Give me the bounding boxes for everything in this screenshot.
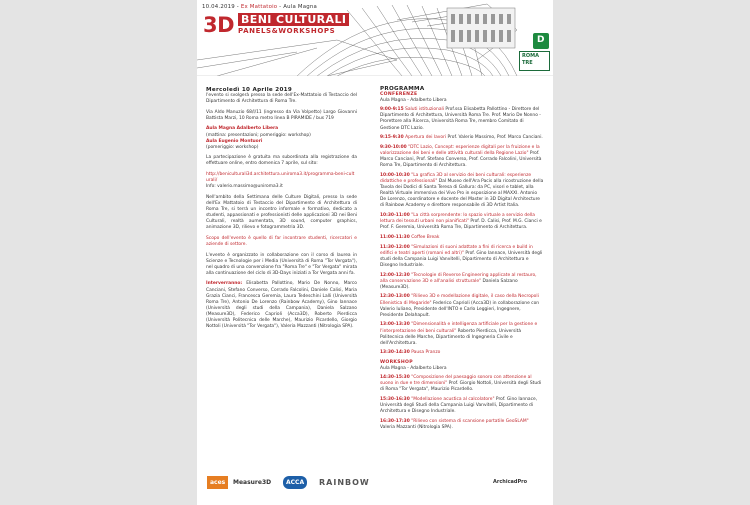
banner-subtitle: PANELS&WORKSHOPS bbox=[238, 27, 336, 35]
sponsor-logo-acca: ACCA bbox=[283, 476, 307, 489]
program-title: "Rilievo con sistema di scansione portatile GeoSLAM" bbox=[411, 419, 529, 425]
program-item bbox=[380, 397, 544, 415]
program-description: Prof. Gino Iannace, Università degli studi della Campania Luigi Vanvitelli, Dipartimento di Architettura e Disegno Industriale. bbox=[380, 250, 543, 268]
registration-link[interactable]: http://beniculturali3d.architettura.uniroma3.it/programma-beni-culturali/ bbox=[206, 172, 355, 184]
banner-room: Aula Magna bbox=[283, 4, 317, 10]
program-description: Dal Museo dell'Ara Pacis alla ricostruzione della Tavola dei Dodici di Santa Teresa di Gallura: da PC, visori e tablet, alla Realtà Virtuale immersiva dei Vivo Pro in esposizione al MAXXI. Antonio De Lorenzo, coordinatore e docente del Master in 3D Digital Architecture di Rainbow Academy e direttore responsabile di 3D Artist Italia. bbox=[380, 179, 544, 209]
sponsor-logo-aces: aces bbox=[207, 476, 228, 489]
aula-magna-desc: (mattina: presentazioni; pomeriggio: workshop) bbox=[206, 132, 311, 138]
program-time: 13:30-14:30 bbox=[380, 350, 410, 356]
sponsor-logo-archicad: ArchicadPro bbox=[493, 479, 528, 485]
banner-title: BENI CULTURALI bbox=[238, 13, 349, 26]
workshop-room: Aula Magna - Adalberto Libera bbox=[380, 366, 447, 372]
program-description: Prof. Gino Iannace, Università degli Studi della Campania Luigi Vanvitelli, Dipartimento di Architettura e Disegno Industriale. bbox=[380, 397, 538, 415]
program-title: Apertura dei lavori bbox=[405, 135, 447, 141]
info-email[interactable]: Info: valerio.massimo@uniroma3.it bbox=[206, 184, 283, 190]
scopo-text: Scopo dell'evento è quello di far incontrare studenti, ricercatori e aziende di settore. bbox=[206, 235, 357, 247]
program-item bbox=[380, 213, 544, 231]
program-item bbox=[380, 145, 544, 169]
intro-text: l'evento si svolgerà presso la sede dell'Ex-Mattatoio di Testaccio del Dipartimento di Architettura di Roma Tre. bbox=[206, 93, 357, 105]
programma-heading: PROGRAMMA bbox=[380, 86, 425, 92]
program-description: Prof. D. Calisi, Prof. M.G. Cianci e Prof. F. Geremia, Università Roma Tre, Dipartimento di Architettura. bbox=[380, 219, 542, 231]
program-time: 13:00-13:30 bbox=[380, 322, 410, 328]
program-item bbox=[380, 245, 544, 269]
conferenze-heading: CONFERENZE bbox=[380, 92, 418, 98]
program-item bbox=[380, 350, 544, 356]
program-item bbox=[380, 322, 544, 346]
banner-venue: Ex Mattatoio bbox=[240, 4, 278, 10]
banner-3d: 3D bbox=[203, 13, 235, 37]
department-logo-letter: D bbox=[537, 35, 545, 45]
program-item bbox=[380, 107, 544, 131]
conference-list bbox=[380, 107, 544, 356]
program-time: 16:30-17:30 bbox=[380, 419, 410, 425]
program-title: Pausa Pranzo bbox=[411, 350, 441, 356]
program-description: Roberto Pierdicca, Università Politecnica delle Marche, Dipartimento di Ingegneria Civile e dell'Architettura. bbox=[380, 328, 522, 346]
program-description: Valeria Mazzanti (Nitrologia SPA). bbox=[380, 425, 453, 431]
program-item bbox=[380, 173, 544, 210]
settimana-text: Nell'ambito della Settimana delle Culture Digitali, presso la sede dell'Ex Mattatoio di Testaccio del Dipartimento di Architettura di Roma Tre, si terrà un incontro informale e formativo, dedicato a studenti, appassionati e professionisti delle applicazioni 3D nei Beni Culturali, realtà aumentata, 3D sound, computer graphics, animazione 3D, rilievo e fotogrammetria 3D. bbox=[206, 194, 357, 231]
program-time: 15:30-16:30 bbox=[380, 397, 410, 403]
program-item bbox=[380, 419, 544, 431]
sponsor-logo-rainbow: RAINBOW bbox=[319, 478, 370, 487]
roma-tre-logo-line1: ROMA bbox=[522, 53, 539, 59]
workshop-list bbox=[380, 375, 544, 431]
program-item bbox=[380, 273, 544, 291]
program-time: 11:30-12:00 bbox=[380, 244, 410, 250]
roma-tre-logo-line2: TRE bbox=[522, 60, 533, 66]
program-time: 12:30-13:00 bbox=[380, 294, 410, 300]
program-title: "Modellazione acustica al calcolatore" bbox=[411, 397, 495, 403]
aula-magna-label: Aula Magna Adalberto Libera bbox=[206, 126, 279, 132]
program-time: 10:30-11:00 bbox=[380, 213, 410, 219]
program-title: "La città sorprendente: lo spazio virtuale a servizio della lettura dei tessuti urbani non pianificati" bbox=[380, 213, 535, 225]
aula-montuori-label: Aula Eugenio Montuori bbox=[206, 138, 263, 144]
program-time: 9:00-9:15 bbox=[380, 107, 404, 113]
workshop-heading: WORKSHOP bbox=[380, 360, 413, 366]
program-time: 12:00-12:30 bbox=[380, 272, 410, 278]
program-time: 10:00-10:30 bbox=[380, 172, 410, 178]
program-title: "La grafica 3D al servizio dei beni culturali: esperienze didattiche e professionali" bbox=[380, 172, 532, 184]
speakers-label: Interverranno: bbox=[206, 281, 243, 287]
header-banner bbox=[197, 0, 553, 76]
banner-date: 10.04.2019 bbox=[202, 4, 235, 10]
program-time: 11:00-11:30 bbox=[380, 234, 410, 240]
program-description: Prof. Marco Canciani, Prof. Stefano Converso, Prof. Corrado Falcolini, Università Roma Tre, Dipartimento di Architettura. bbox=[380, 151, 542, 169]
program-description: Federico Caprioli (Acca3D) in collaborazione con Valerio Iuliano, Presidente dell'INTO e Carlo Leggieri, Ingegnere, Presidente Delahapult. bbox=[380, 300, 540, 318]
program-title: "DTC Lazio, Concept: esperienze digitali per la fruizione e la valorizzazione dei beni e delle attività culturali della Regione Lazio" bbox=[380, 144, 540, 157]
program-description: Prof.ssa Elisabetta Pallottino - Direttore del Dipartimento di Architettura, Università Roma Tre. Prof. Mario De Nonno - Prorettore alla Ricerca, Università Roma Tre, membro Comitato di Gestione DTC Lazio. bbox=[380, 107, 541, 131]
address-text: Via Aldo Manuzio 68/l/11 (ingresso da Via Volpetto) Largo Giovanni Battista Marzi, 10 Roma metro linea B PIRAMIDE / bus 719 bbox=[206, 109, 357, 121]
program-title: Coffee Break bbox=[411, 234, 440, 240]
banner-date-line: 10.04.2019 - Ex Mattatoio - Aula Magna bbox=[202, 4, 317, 10]
program-item bbox=[380, 235, 544, 241]
sponsor-logo-measure3d: Measure3D bbox=[233, 479, 272, 486]
program-description: Prof. Valerio Massimo, Prof. Marco Canciani. bbox=[447, 135, 543, 141]
program-time: 9:15-9:30 bbox=[380, 135, 404, 141]
speakers-block bbox=[206, 281, 357, 330]
program-time: 9:30-10:00 bbox=[380, 144, 407, 150]
department-logo bbox=[533, 33, 549, 49]
program-item bbox=[380, 294, 544, 318]
program-title: Saluti istituzionali bbox=[405, 107, 444, 113]
roma-tre-logo bbox=[519, 51, 550, 71]
conferenze-room: Aula Magna - Adalberto Libera bbox=[380, 98, 447, 104]
program-title: "Tecnologie di Reverse Engineering applicate al restauro, alla conservazione 3D e all'analisi strutturale" bbox=[380, 272, 537, 284]
program-description: Daniela Salzano (Measure3D). bbox=[380, 278, 518, 290]
program-time: 14:30-15:30 bbox=[380, 375, 410, 381]
left-column bbox=[206, 87, 357, 335]
program-title: "Rilievo 3D e modellazione digitale, il caso della Necropoli Ellenistica di Megaride" bbox=[380, 294, 539, 306]
speakers-list: Elisabetta Pallottino, Mario De Nonno, Marco Canciani, Stefano Converso, Corrado Falcolini, Daniele Calisi, Maria Grazia Cianci, Francesca Geremia, Laura Tedeschini Lalli (Università Roma Tre), Antonio De Lorenzo (Rainbow Academy), Gino Iannace (Università degli studi della Campania), Daniela Salzano (Measure3D), Federico Caprioli (Acca3D), Roberto Pierdicca (Università Politecnica delle Marche), Maurizio Picardello, Giorgio Nottoli (Università "Tor Vergata"), Valeria Mazzanti (Nitrologia SPA). bbox=[206, 281, 357, 330]
wireframe-illustration bbox=[197, 0, 553, 76]
program-description: Prof. Giorgio Nottoli, Università degli Studi di Roma "Tor Vergata", Maurizio Picardello. bbox=[380, 381, 542, 393]
aula-montuori-desc: (pomeriggio: workshop) bbox=[206, 144, 259, 150]
program-item bbox=[380, 375, 544, 393]
registration-text: La partecipazione è gratuita ma subordinata alla registrazione da effettuare online, entro domenica 7 aprile, sul sito: bbox=[206, 155, 357, 167]
program-item bbox=[380, 135, 544, 141]
right-column bbox=[380, 86, 544, 435]
poster-page bbox=[197, 0, 553, 505]
organizzato-text: L'evento è organizzato in collaborazione con il corso di laurea in Scienze e Tecnologie per i Media (Università di Roma "Tor Vergata"), nel quadro di una convenzione fra "Roma Tre" e "Tor Vergata" mirata alla continuazione del ciclo di 3D-Days iniziati a Tor Vergata anni fa. bbox=[206, 252, 358, 276]
program-title: "Dimensionalità e intelligenza artificiale per la gestione e l'interpretazione dei beni culturali" bbox=[380, 322, 538, 334]
program-title: "Composizione del paesaggio sonoro con attenzione al suono in due e tre dimensioni" bbox=[380, 375, 532, 387]
sponsor-logos bbox=[203, 475, 547, 491]
event-date: Mercoledì 10 Aprile 2019 bbox=[206, 87, 293, 93]
program-title: "Simulazioni di suoni adattate a fini di ricerca e build in edifici e teatri aperti (romani ed altri)" bbox=[380, 244, 533, 256]
